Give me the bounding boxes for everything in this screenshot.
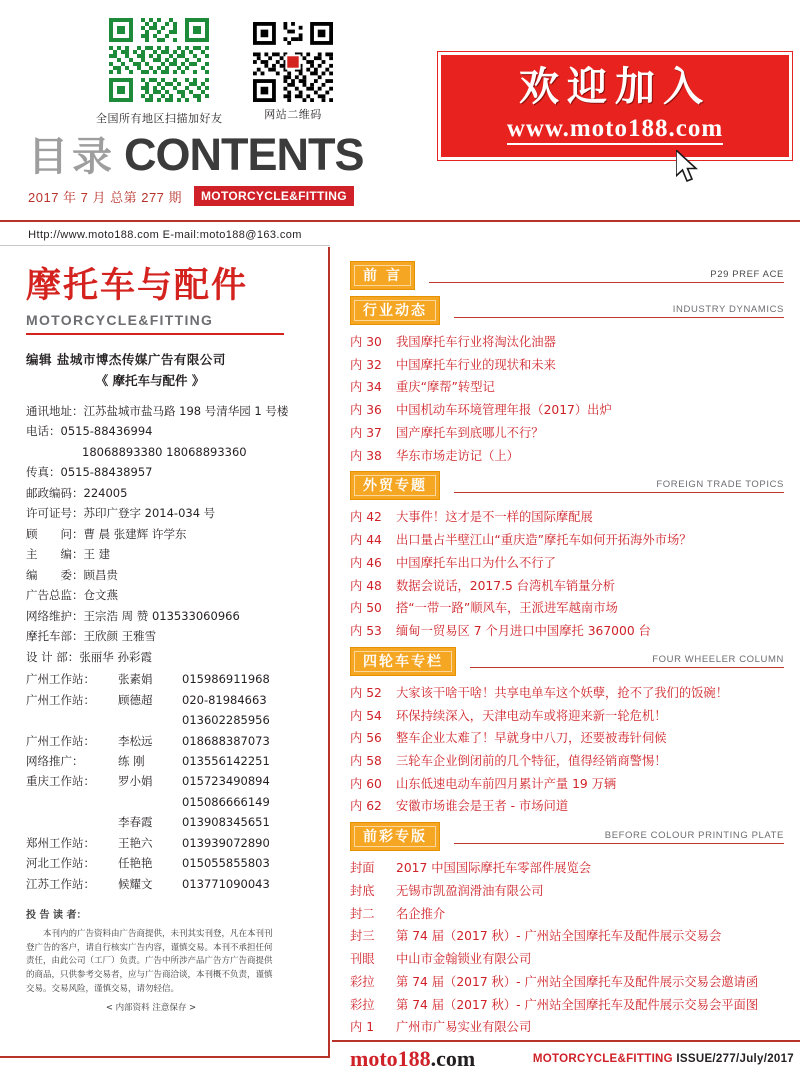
staff-station: 广州工作站： [26,733,95,748]
toc-title: 搭“一带一路”顺风车，王派进军越南市场 [396,601,618,616]
staff-station: 河北工作站： [26,856,95,871]
toc-entry[interactable] [350,506,784,529]
publisher-line-1: 编辑 盐城市博杰传媒广告有限公司 [26,351,226,367]
staff-station: 郑州工作站： [26,835,95,850]
info-label: 摩托车部： [26,629,84,644]
staff-station: 广州工作站： [26,672,95,687]
toc-entry[interactable] [350,399,784,422]
staff-row [26,710,314,730]
reader-notice-title: 投 告 读 者： [26,910,87,922]
info-value: 18068893380 18068893360 [82,444,247,459]
info-row [26,442,314,462]
toc-title: 广州市广易实业有限公司 [396,1020,532,1035]
toc-page: 内 44 [350,533,382,548]
staff-phone: 013556142251 [182,753,270,768]
info-row [26,503,314,523]
staff-phone: 013939072890 [182,835,270,850]
staff-row [26,771,314,791]
qr-code-website-icon [253,22,333,102]
staff-name: 罗小娟 [118,774,153,789]
info-row [26,462,314,482]
staff-phone: 015086666149 [182,794,270,809]
staff-name [118,710,182,730]
info-value: 苏印广登字 2014-034 号 [83,506,216,521]
info-label: 通讯地址： [26,404,84,418]
contact-info-list [26,401,314,667]
toc-page: 内 46 [350,555,382,570]
toc-entry[interactable] [350,750,784,773]
toc-entry[interactable] [350,445,784,468]
reader-notice-block [26,908,276,1016]
info-row [26,647,314,667]
qr-code-wechat-block [96,14,223,126]
toc-entry[interactable] [350,682,784,705]
toc-entry[interactable] [350,857,784,880]
section-tag-preface: 前 言 [350,261,415,290]
toc-page: 内 53 [350,624,382,639]
toc-entry[interactable] [350,925,784,948]
masthead-column [0,247,330,1057]
staff-name [118,792,182,812]
toc-page: 彩拉 [350,997,375,1012]
section-tag-colour-plate: 前彩专版 [350,822,440,851]
info-value: 顾昌贵 [83,567,118,582]
footer-magazine-name: MOTORCYCLE&FITTING [532,1053,673,1065]
section-foreign-trade [350,471,784,642]
toc-title: 数据会说话，2017.5 台湾机车销量分析 [396,578,616,593]
section-four-wheeler [350,647,784,818]
reader-notice-body: 本刊内的广告资料由广告商提供，未刊其实刊登，凡在本刊刊登广告的客户，请自行核实广告内容，谨慎交易。本刊不承担任何责任，由此公司（工厂）负责。广告中所涉产品广告方广告商提供的商品，只供参考交易者，应与广告商洽谈，本刊概不负责，谨慎交易。交易风险，谨慎交易，请勿轻信。 [26,929,273,994]
toc-entry[interactable] [350,552,784,575]
section-preface [350,261,784,290]
toc-title: 中国摩托车出口为什么不行了 [396,555,556,570]
toc-page: 内 42 [350,510,382,525]
staff-phone: 015055855803 [182,856,270,871]
info-label: 邮政编码： [26,485,84,500]
toc-page: 内 38 [350,448,382,463]
staff-station-list [26,669,314,894]
toc-entry[interactable] [350,903,784,926]
staff-name: 练 刚 [118,753,145,768]
toc-entry[interactable] [350,948,784,971]
masthead-title-cn: 摩托车与配件 [26,266,249,306]
masthead-title-en: MOTORCYCLE&FITTING [26,311,214,328]
section-en-four-wheeler: FOUR WHEELER COLUMN [470,654,784,668]
toc-entry[interactable] [350,354,784,377]
staff-station: 网络推广： [26,753,84,768]
staff-station [26,710,118,730]
section-tag-four-wheeler: 四轮车专栏 [350,647,456,676]
top-banner-area [0,0,800,222]
staff-row [26,751,314,771]
info-row [26,524,314,544]
info-row [26,626,314,646]
staff-name: 张素娟 [118,672,153,687]
staff-phone: 015986911968 [182,672,270,687]
toc-page: 封二 [350,906,375,921]
page-footer [332,1040,800,1076]
qr-code-website-caption: 网站二维码 [264,109,322,121]
staff-station: 重庆工作站： [26,774,95,789]
toc-page: 内 50 [350,601,382,616]
info-label: 传真： [26,465,61,480]
contents-title-cn: 目录 [28,134,116,180]
info-label: 顾 问： [26,526,84,541]
staff-row [26,690,314,710]
toc-title: 中国机动车环境管理年报（2017）出炉 [396,403,612,418]
toc-entry[interactable] [350,620,784,643]
toc-title: 中山市金翰锁业有限公司 [396,952,532,967]
info-row [26,585,314,605]
qr-code-website-block [253,22,333,122]
toc-entry[interactable] [350,422,784,445]
staff-phone: 013771090043 [182,876,270,891]
staff-name: 李春霞 [118,815,153,830]
toc-entry[interactable] [350,971,784,994]
magazine-name-tag: MOTORCYCLE&FITTING [194,186,354,206]
toc-title: 第 74 届（2017 秋）- 广州站全国摩托车及配件展示交易会 [396,929,722,944]
welcome-join-banner[interactable] [438,52,792,160]
staff-row [26,669,314,689]
toc-title: 重庆“摩帮”转型记 [396,380,495,395]
toc-title: 名企推介 [396,906,446,921]
toc-page: 内 62 [350,799,382,814]
staff-row [26,874,314,894]
toc-page: 内 56 [350,731,382,746]
staff-phone: 013908345651 [182,815,270,830]
toc-page: 内 36 [350,403,382,418]
staff-name: 任艳艳 [118,856,153,871]
toc-page: 内 52 [350,685,382,700]
staff-phone: 013602285956 [182,713,270,728]
toc-entry[interactable] [350,727,784,750]
qr-code-wechat-icon [105,14,213,106]
toc-title: 三轮车企业倒闭前的几个特征，值得经销商警惕！ [396,754,667,769]
staff-row [26,812,314,832]
staff-phone: 020-81984663 [182,692,267,707]
reader-notice-footer: < 内部资料 注意保存 > [105,1003,197,1014]
section-industry-dynamics [350,296,784,467]
toc-title: 缅甸一贸易区 7 个月进口中国摩托 367000 台 [396,624,651,639]
toc-entry[interactable] [350,773,784,796]
toc-entry[interactable] [350,1016,784,1039]
toc-page: 封底 [350,883,375,898]
info-value: 王 建 [83,547,111,562]
info-row [26,401,314,421]
staff-station: 江苏工作站： [26,876,95,891]
toc-page: 内 30 [350,335,382,349]
info-label: 设 计 部： [26,649,80,664]
toc-page: 内 34 [350,380,382,395]
info-label: 广告总监： [26,588,84,603]
toc-page: 内 60 [350,776,382,791]
toc-page: 封面 [350,861,375,876]
toc-entry[interactable] [350,597,784,620]
contact-url-strip: Http://www.moto188.com E-mail:moto188@163.com [0,224,330,246]
toc-page: 彩拉 [350,974,375,989]
toc-title: 国产摩托车到底哪儿不行？ [396,425,544,440]
toc-page: 内 1 [350,1020,375,1035]
footer-url-main: moto188 [350,1046,431,1071]
toc-title: 安徽市场谁会是王者 - 市场问道 [396,799,569,814]
staff-row [26,853,314,873]
contents-title-block [28,129,364,206]
issue-date: 2017 年 7 月 总第 277 期 [28,189,183,205]
staff-name: 李松远 [118,733,153,748]
toc-title: 中国摩托车行业的现状和未来 [396,357,556,372]
footer-issue-info [533,1053,800,1065]
section-colour-plate [350,822,784,1039]
toc-title: 第 74 届（2017 秋）- 广州站全国摩托车及配件展示交易会邀请函 [396,974,759,989]
welcome-join-text: 欢迎加入 [519,64,711,110]
toc-entry[interactable] [350,994,784,1017]
staff-station [26,812,118,832]
staff-name: 顾德超 [118,692,153,707]
toc-page: 内 48 [350,578,382,593]
toc-entry[interactable] [350,575,784,598]
toc-title: 出口量占半壁江山“重庆造”摩托车如何开拓海外市场？ [396,533,692,548]
section-en-preface: P29 PREF ACE [429,269,784,283]
info-value: 0515-88436994 [60,424,153,439]
info-value: 王欣颜 王雅雪 [83,629,157,644]
contents-title-en: CONTENTS [124,129,364,180]
section-tag-industry-dynamics: 行业动态 [350,296,440,325]
section-en-industry-dynamics: INDUSTRY DYNAMICS [454,304,784,318]
toc-title: 大事件！这才是不一样的国际摩配展 [396,510,593,525]
toc-entry[interactable] [350,880,784,903]
info-label: 许可证号： [26,506,84,521]
info-label: 网络维护： [26,608,84,623]
staff-station [26,792,118,812]
toc-title: 第 74 届（2017 秋）- 广州站全国摩托车及配件展示交易会平面图 [396,997,759,1012]
info-value: 224005 [83,485,128,500]
toc-page: 内 54 [350,708,382,723]
staff-row [26,731,314,751]
qr-code-wechat-caption: 全国所有地区扫描加好友 [96,113,223,125]
toc-title: 大家该干啥干啥！共享电单车这个妖孽，抢不了我们的饭碗！ [396,685,729,700]
toc-page: 内 32 [350,357,382,372]
welcome-website-url[interactable]: www.moto188.com [507,115,723,145]
contents-listing-column [332,247,800,1037]
info-row [26,421,314,441]
toc-title: 无锡市凯盈润滑油有限公司 [396,883,544,898]
toc-page: 内 58 [350,754,382,769]
info-label: 编 委： [26,567,84,582]
toc-page: 内 37 [350,425,382,440]
info-value: 江苏盐城市盐马路 198 号清华园 1 号楼 [83,404,289,418]
footer-issue-number: ISSUE/277/July/2017 [676,1053,794,1065]
info-label: 主 编： [26,547,84,562]
section-tag-foreign-trade: 外贸专题 [350,471,440,500]
footer-website-url[interactable] [350,1046,475,1072]
info-row [26,565,314,585]
staff-name: 王艳六 [118,835,153,850]
masthead-divider [26,333,284,335]
info-value: 张丽华 孙彩霞 [79,649,152,664]
section-en-colour-plate: BEFORE COLOUR PRINTING PLATE [454,830,784,844]
staff-row [26,833,314,853]
toc-entry[interactable] [350,795,784,818]
toc-entry[interactable] [350,705,784,728]
info-value: 王宗浩 周 赞 013533060966 [83,608,240,623]
info-row [26,483,314,503]
publisher-line-2: 《 摩托车与配件 》 [95,372,205,388]
left-column-bottom-rule [0,1056,330,1058]
toc-title: 整车企业太难了！早就身中八刀，还要被毒针伺候 [396,731,667,746]
staff-row [26,792,314,812]
staff-phone: 018688387073 [182,733,270,748]
info-value: 曹 晨 张建辉 许学东 [83,526,187,541]
toc-entry[interactable] [350,331,784,354]
publisher-block [26,349,314,392]
info-value: 仓文燕 [83,588,118,603]
info-label: 电话： [26,424,61,439]
footer-url-tld: .com [430,1046,476,1071]
staff-station: 广州工作站： [26,692,95,707]
toc-entry[interactable] [350,376,784,399]
toc-title: 2017 中国国际摩托车零部件展览会 [396,861,592,876]
staff-name: 候耀文 [118,876,153,891]
info-value: 0515-88438957 [60,465,153,480]
toc-title: 华东市场走访记（上） [396,448,519,463]
toc-page: 封三 [350,929,375,944]
toc-title: 我国摩托车行业将淘汰化油器 [396,335,556,349]
info-row [26,544,314,564]
info-row [26,606,314,626]
toc-title: 环保持续深入，天津电动车或将迎来新一轮危机！ [396,708,667,723]
toc-page: 刊眼 [350,952,375,967]
section-en-foreign-trade: FOREIGN TRADE TOPICS [454,479,784,493]
toc-title: 山东低速电动车前四月累计产量 19 万辆 [396,776,617,791]
staff-phone: 015723490894 [182,774,270,789]
toc-entry[interactable] [350,529,784,552]
